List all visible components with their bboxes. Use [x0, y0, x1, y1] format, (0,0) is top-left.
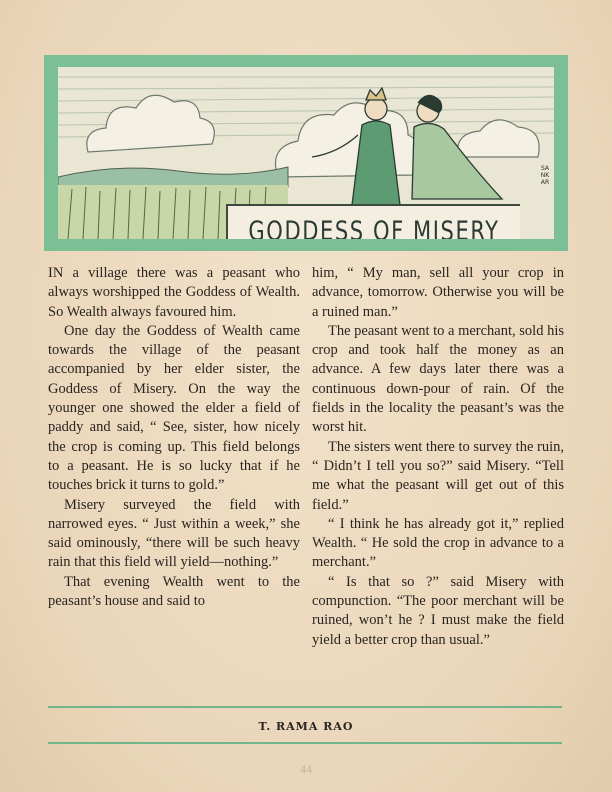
paragraph: him, “ My man, sell all your crop in advance, tomorrow. Otherwise you will be a ruined man.” [312, 265, 564, 320]
story-title: GODDESS OF MISERY [248, 215, 500, 239]
paragraph: That evening Wealth went to the peasant’s house and said to [48, 573, 300, 610]
divider-top [48, 706, 562, 708]
story-illustration [44, 55, 568, 251]
author-credit: T. RAMA RAO [258, 720, 354, 733]
left-column [48, 264, 300, 611]
paragraph: “ I think he has already got it,” replied Wealth. “ He sold the crop in advance to a merchant.” [312, 515, 564, 571]
paragraph: Misery surveyed the field with narrowed eyes. “ Just within a week,” she said ominously, “there will be such heavy rain that this field will yield—nothing.” [48, 496, 300, 571]
paragraph: The sisters went there to survey the ruin, “ Didn’t I tell you so?” said Misery. “Tell me what the peasant will get out of this field.” [312, 438, 564, 513]
paragraph: The peasant went to a merchant, sold his crop and took half the money as an advance. A few days later there was a continuous down-pour of rain. Of the fields in the locality the peasant’s was the worst hit. [312, 322, 564, 436]
divider-bottom [48, 742, 562, 744]
artist-signature: SANKAR [540, 165, 550, 186]
page-number: 44 [300, 762, 312, 776]
paragraph: IN a village there was a peasant who always worshipped the Goddess of Wealth. So Wealth always favoured him. [48, 265, 300, 320]
story-title-panel [226, 204, 520, 239]
paragraph: “ Is that so ?” said Misery with compunction. “The poor merchant will be ruined, won’t he ? I must make the field yield a better crop than usual.” [312, 573, 564, 648]
illustration-scene [58, 67, 554, 239]
paragraph: One day the Goddess of Wealth came towards the village of the peasant accompanied by her elder sister, the Goddess of Misery. On the way the younger one showed the elder a field of paddy and said, “ See, sister, how nicely the crop is coming up. This field belongs to a peasant. He is so lucky that if he touches brick it turns to gold.” [48, 322, 300, 494]
right-column [312, 264, 564, 650]
